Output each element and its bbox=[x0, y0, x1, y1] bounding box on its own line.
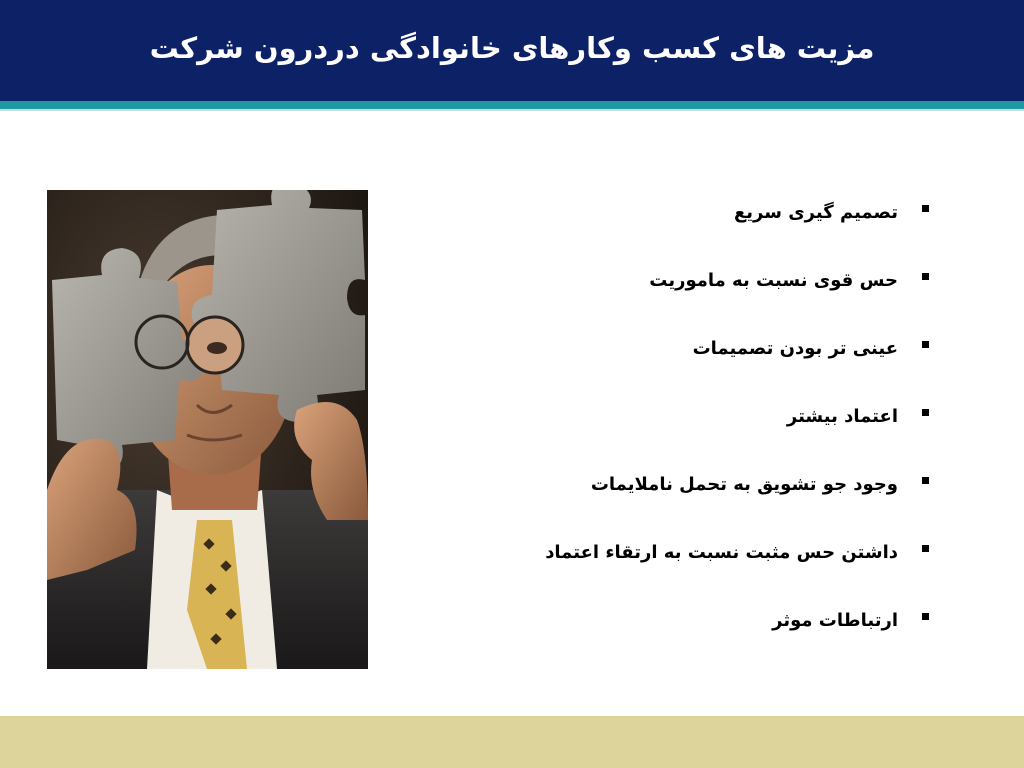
list-item-text: ارتباطات موثر bbox=[772, 609, 898, 631]
title-bar bbox=[0, 0, 1024, 101]
list-item-text: وجود جو تشویق به تحمل ناملایمات bbox=[590, 473, 898, 495]
square-bullet-icon bbox=[922, 477, 929, 484]
list-item bbox=[409, 450, 929, 518]
list-item-text: عینی تر بودن تصمیمات bbox=[692, 337, 898, 359]
list-item bbox=[409, 586, 929, 654]
square-bullet-icon bbox=[922, 545, 929, 552]
slide-title: مزیت های کسب وکارهای خانوادگی دردرون شرکت bbox=[149, 30, 875, 65]
list-item bbox=[409, 382, 929, 450]
square-bullet-icon bbox=[922, 205, 929, 212]
list-item-text: اعتماد بیشتر bbox=[786, 405, 898, 427]
square-bullet-icon bbox=[922, 341, 929, 348]
square-bullet-icon bbox=[922, 613, 929, 620]
puzzle-photo-illustration bbox=[47, 190, 368, 669]
benefits-list bbox=[409, 178, 929, 654]
list-item bbox=[409, 518, 929, 586]
list-item-text: حس قوی نسبت به ماموریت bbox=[649, 269, 898, 291]
list-item-text: داشتن حس مثبت نسبت به ارتقاء اعتماد bbox=[545, 541, 898, 563]
man-with-puzzle-photo bbox=[47, 190, 368, 669]
list-item bbox=[409, 246, 929, 314]
square-bullet-icon bbox=[922, 273, 929, 280]
list-item bbox=[409, 314, 929, 382]
footer-band bbox=[0, 716, 1024, 768]
square-bullet-icon bbox=[922, 409, 929, 416]
title-accent-rule-shadow bbox=[0, 109, 1024, 111]
title-accent-rule bbox=[0, 101, 1024, 109]
list-item bbox=[409, 178, 929, 246]
list-item-text: تصمیم گیری سریع bbox=[733, 201, 898, 223]
